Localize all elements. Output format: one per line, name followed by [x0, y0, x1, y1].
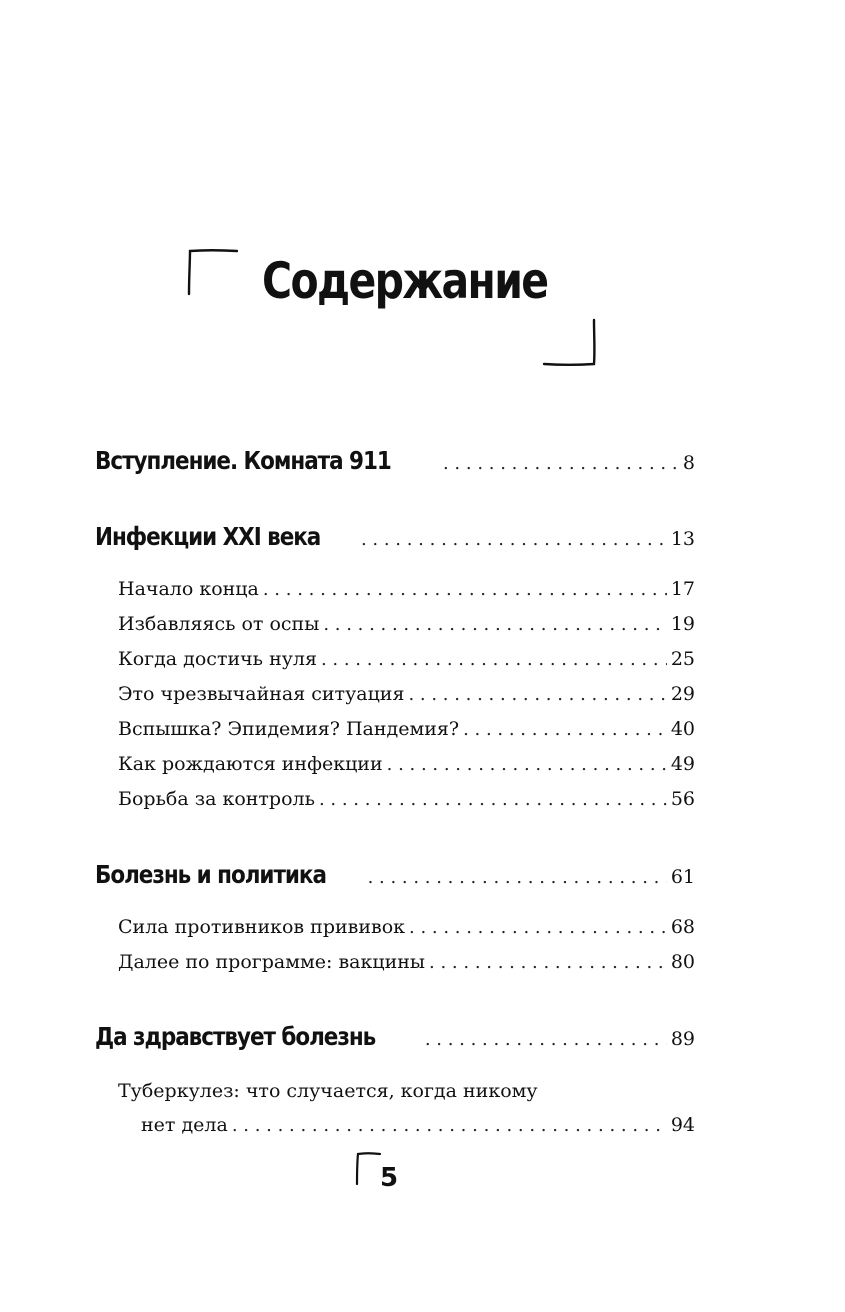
- toc-entry-part: [95, 1022, 695, 1051]
- toc-entry-chapter: [118, 951, 695, 973]
- leader-dots: [361, 529, 667, 550]
- toc-entry-label: Когда достичь нуля: [118, 648, 317, 670]
- leader-dots: [387, 754, 667, 775]
- toc-entry-label: Инфекции XXI века: [95, 522, 321, 551]
- toc-entry-label: Начало конца: [118, 578, 259, 600]
- toc-entry-label: Вступление. Комната 911: [95, 446, 391, 475]
- toc-entry-page: 94: [670, 1114, 695, 1136]
- toc-entry-chapter: [118, 718, 695, 740]
- toc-entry-chapter: [118, 613, 695, 635]
- leader-dots: [463, 719, 667, 740]
- toc-entry-page: 68: [670, 916, 695, 938]
- leader-dots: [443, 453, 679, 474]
- toc-entry-part: [95, 522, 695, 551]
- leader-dots: [425, 1029, 667, 1050]
- toc-entry-label-first-line: Туберкулез: что случается, когда никому: [118, 1080, 538, 1102]
- toc-entry-chapter: [141, 1114, 695, 1136]
- toc-entry-page: 49: [670, 753, 695, 775]
- leader-dots: [319, 789, 667, 810]
- toc-entry-page: 8: [682, 452, 695, 474]
- toc-entry-chapter: [118, 683, 695, 705]
- toc-entry-part: [95, 860, 695, 889]
- toc-entry-page: 80: [670, 951, 695, 973]
- toc-entry-chapter: [118, 788, 695, 810]
- leader-dots: [323, 614, 666, 635]
- toc-entry-chapter: [118, 648, 695, 670]
- toc-entry-label-continuation: нет дела: [141, 1114, 228, 1136]
- toc-entry-page: 13: [670, 528, 695, 550]
- toc-entry-label: Борьба за контроль: [118, 788, 315, 810]
- toc-entry-label: Это чрезвычайная ситуация: [118, 683, 405, 705]
- leader-dots: [263, 579, 667, 600]
- toc-entry-page: 56: [670, 788, 695, 810]
- toc-entry-chapter: [118, 578, 695, 600]
- toc-entry-chapter: [118, 916, 695, 938]
- toc-entry-label: Болезнь и политика: [95, 860, 326, 889]
- page-title: Содержание: [262, 252, 548, 310]
- toc-entry-label: Избавляясь от оспы: [118, 613, 320, 635]
- toc-entry-page: 17: [670, 578, 695, 600]
- toc-entry-page: 61: [670, 866, 695, 888]
- leader-dots: [408, 684, 666, 705]
- toc-entry-label: Далее по программе: вакцины: [118, 951, 426, 973]
- corner-bracket-top-left-icon: [186, 246, 238, 296]
- toc-entry-page: 29: [670, 683, 695, 705]
- toc-entry-label: Да здравствует болезнь: [95, 1022, 376, 1051]
- leader-dots: [321, 649, 667, 670]
- toc-entry-page: 25: [670, 648, 695, 670]
- toc-entry-page: 89: [670, 1028, 695, 1050]
- toc-entry-label: Как рождаются инфекции: [118, 753, 383, 775]
- toc-entry-label: Вспышка? Эпидемия? Пандемия?: [118, 718, 460, 740]
- toc-entry-part: [95, 446, 695, 475]
- toc-entry-page: 40: [670, 718, 695, 740]
- leader-dots: [232, 1115, 667, 1136]
- leader-dots: [409, 917, 667, 938]
- toc-entry-page: 19: [670, 613, 695, 635]
- toc-entry-label: Сила противников прививок: [118, 916, 406, 938]
- leader-dots: [368, 867, 667, 888]
- corner-bracket-bottom-right-icon: [542, 318, 598, 368]
- leader-dots: [429, 952, 667, 973]
- page-number: 5: [380, 1163, 399, 1193]
- toc-entry-chapter: [118, 753, 695, 775]
